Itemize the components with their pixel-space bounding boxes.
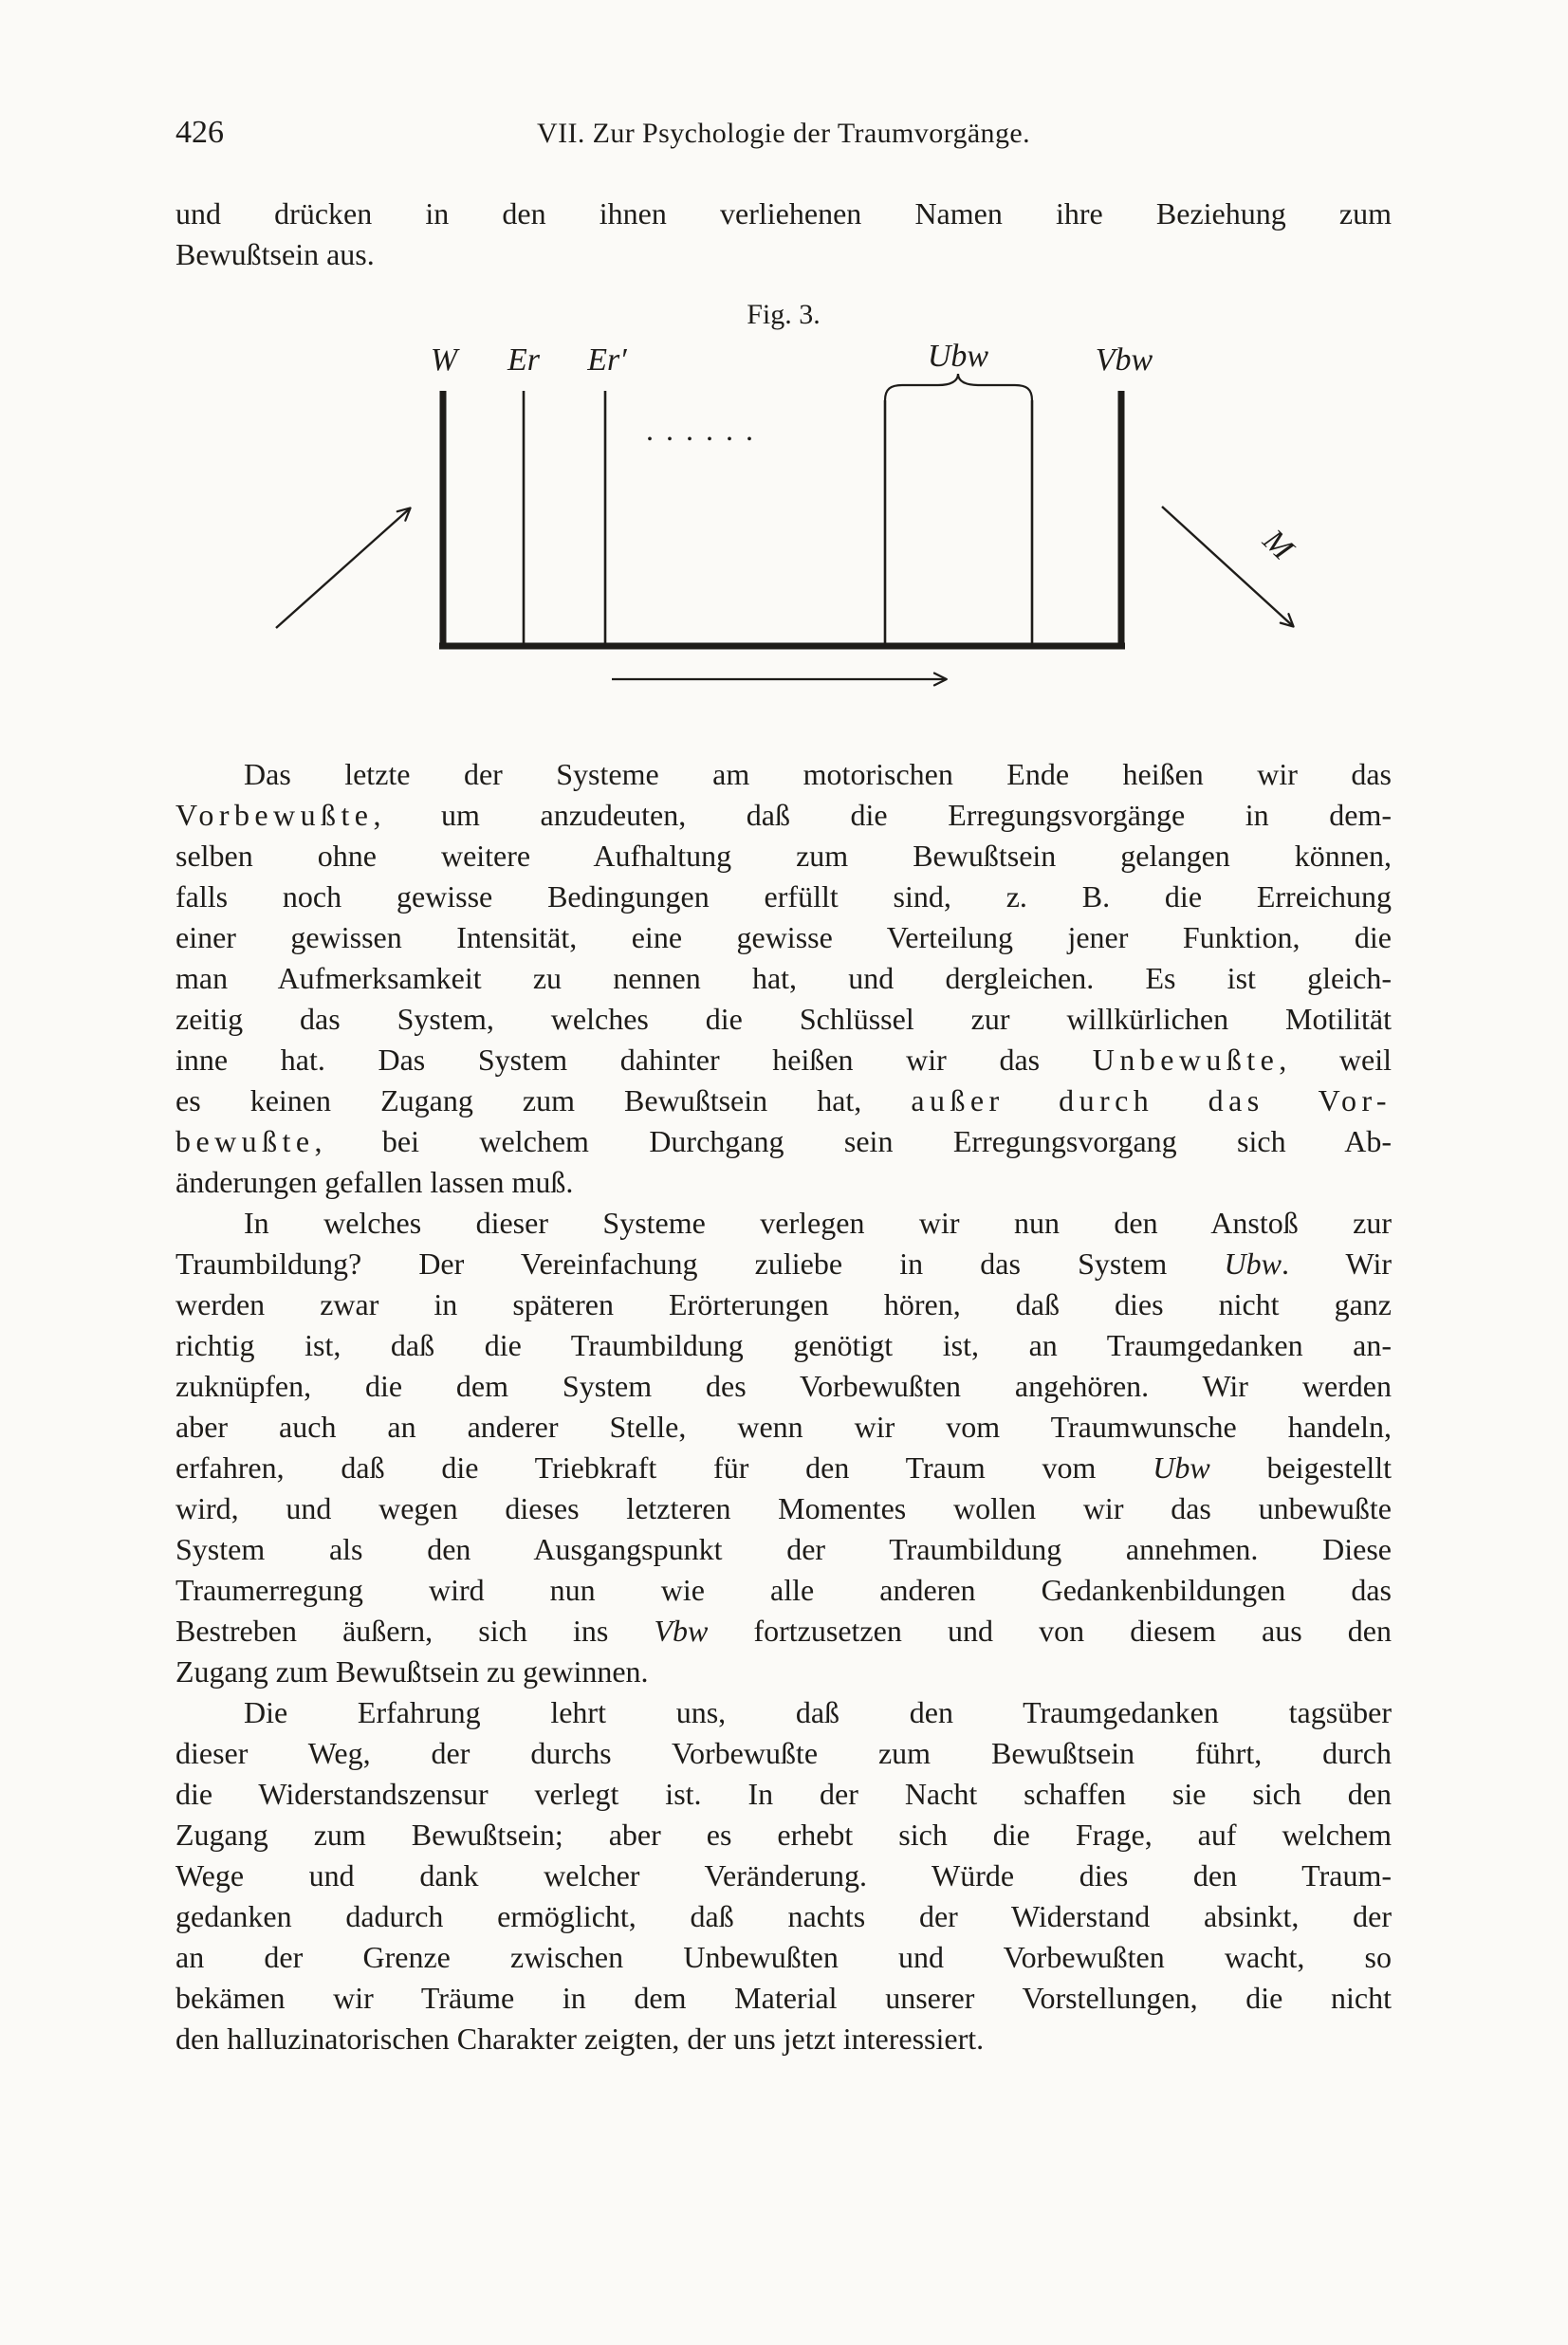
- system-label-vbw: Vbw: [1095, 342, 1153, 378]
- text-line: selben ohne weitere Aufhaltung zum Bewußtsein gelangen können,: [175, 839, 1392, 873]
- page-header: [175, 112, 1392, 154]
- chapter-title: VII. Zur Psychologie der Traumvorgänge.: [537, 118, 1030, 149]
- text-line: Bewußtsein aus.: [175, 237, 375, 271]
- text-line: Die Erfahrung lehrt uns, daß den Traumgedanken tagsüber: [244, 1695, 1392, 1729]
- figure-caption: Fig. 3.: [747, 299, 821, 330]
- intro-paragraph: [175, 194, 1392, 275]
- text-line: bewußte, bei welchem Durchgang sein Erregungsvorgang sich Ab-: [175, 1124, 1392, 1158]
- text-line: richtig ist, daß die Traumbildung genötigt ist, an Traumgedanken an-: [175, 1328, 1392, 1362]
- text-line: zeitig das System, welches die Schlüssel zur willkürlichen Motilität: [175, 1002, 1392, 1036]
- text-line: die Widerstandszensur verlegt ist. In der Nacht schaffen sie sich den: [175, 1777, 1392, 1811]
- ubw-brace: [885, 374, 1032, 400]
- text-line: System als den Ausgangspunkt der Traumbildung annehmen. Diese: [175, 1532, 1392, 1566]
- text-line: Traumbildung? Der Vereinfachung zuliebe in das System Ubw. Wir: [175, 1246, 1393, 1281]
- text-line: erfahren, daß die Triebkraft für den Traum vom Ubw beigestellt: [175, 1450, 1393, 1485]
- page-number: 426: [175, 115, 224, 150]
- text-line: falls noch gewisse Bedingungen erfüllt sind, z. B. die Erreichung: [175, 879, 1392, 914]
- text-line: aber auch an anderer Stelle, wenn wir vom Traumwunsche handeln,: [175, 1410, 1392, 1444]
- motor-arrow: [1162, 507, 1293, 626]
- ellipsis-dots: ......: [646, 413, 766, 447]
- system-label-er-prime: Er′: [587, 342, 627, 378]
- text-line: dieser Weg, der durchs Vorbewußte zum Bewußtsein führt, durch: [175, 1736, 1392, 1770]
- text-line: Zugang zum Bewußtsein; aber es erhebt sich die Frage, auf welchem: [175, 1818, 1392, 1852]
- text-line: zuknüpfen, die dem System des Vorbewußten angehören. Wir werden: [175, 1369, 1392, 1403]
- text-line: es keinen Zugang zum Bewußtsein hat, außer durch das Vor-: [175, 1083, 1392, 1117]
- text-line: den halluzinatorischen Charakter zeigten, der uns jetzt interessiert.: [175, 2022, 985, 2056]
- text-line: einer gewissen Intensität, eine gewisse Verteilung jener Funktion, die: [175, 920, 1392, 954]
- text-line: gedanken dadurch ermöglicht, daß nachts der Widerstand absinkt, der: [175, 1899, 1392, 1933]
- content-column: [175, 0, 1392, 2059]
- system-label-w: W: [430, 342, 458, 378]
- figure-diagram: [175, 342, 1392, 702]
- text-line: wird, und wegen dieses letzteren Momentes wollen wir das unbewußte: [175, 1491, 1392, 1525]
- input-arrow: [276, 508, 410, 628]
- motility-label-m: M: [1256, 523, 1301, 567]
- text-line: Vorbewußte, um anzudeuten, daß die Erregungsvorgänge in dem-: [175, 798, 1392, 832]
- text-line: In welches dieser Systeme verlegen wir nun den Anstoß zur: [244, 1206, 1392, 1240]
- text-line: Zugang zum Bewußtsein zu gewinnen.: [175, 1654, 649, 1689]
- text-line: Bestreben äußern, sich ins Vbw fortzusetzen und von diesem aus den: [175, 1614, 1393, 1648]
- text-line: Das letzte der Systeme am motorischen Ende heißen wir das: [244, 757, 1392, 791]
- system-label-ubw: Ubw: [927, 342, 989, 374]
- system-label-er: Er: [507, 342, 540, 378]
- text-line: Wege und dank welcher Veränderung. Würde dies den Traum-: [175, 1858, 1392, 1893]
- text-line: man Aufmerksamkeit zu nennen hat, und dergleichen. Es ist gleich-: [175, 961, 1392, 995]
- text-line: an der Grenze zwischen Unbewußten und Vorbewußten wacht, so: [175, 1940, 1392, 1974]
- text-line: Traumerregung wird nun wie alle anderen Gedankenbildungen das: [175, 1573, 1392, 1607]
- text-line: inne hat. Das System dahinter heißen wir das Unbewußte, weil: [175, 1043, 1393, 1077]
- text-line: änderungen gefallen lassen muß.: [175, 1165, 574, 1199]
- text-line: bekämen wir Träume in dem Material unserer Vorstellungen, die nicht: [175, 1981, 1392, 2015]
- body-text: [175, 754, 1392, 2059]
- text-line: werden zwar in späteren Erörterungen hören, daß dies nicht ganz: [175, 1287, 1392, 1321]
- text-line: und drücken in den ihnen verliehenen Namen ihre Beziehung zum: [175, 196, 1392, 231]
